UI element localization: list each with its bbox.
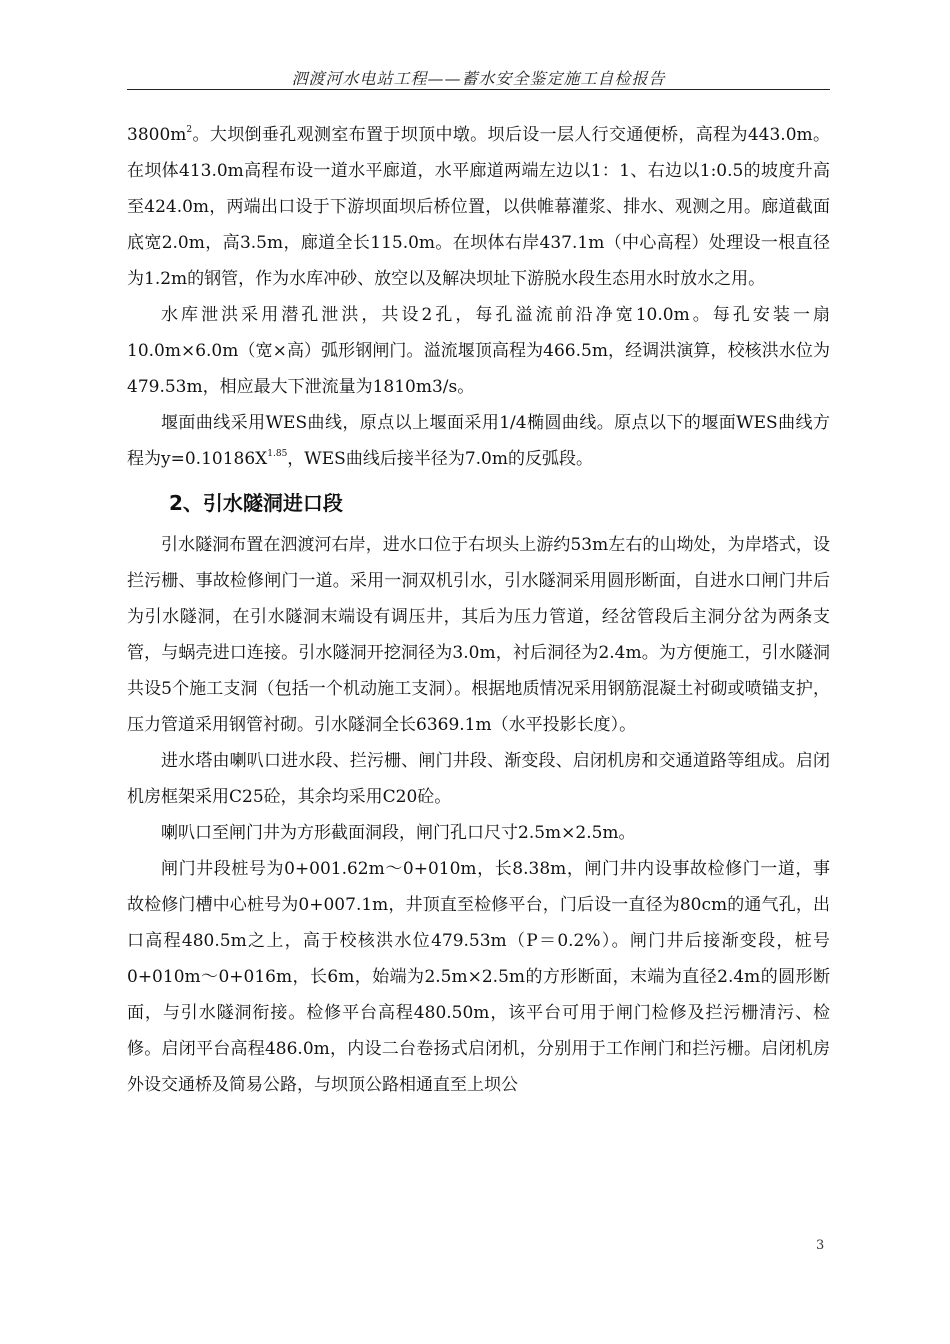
text-segment: 3800m (127, 125, 187, 145)
paragraph-bellmouth: 喇叭口至闸门井为方形截面洞段，闸门孔口尺寸2.5m×2.5m。 (161, 823, 636, 843)
paragraph-flood-discharge: 水库泄洪采用潜孔泄洪，共设2孔，每孔溢流前沿净宽10.0m。每孔安装一扇10.0m×6.0m（宽×高）弧形钢闸门。溢流堰顶高程为466.5m，经调洪演算，校核洪水位为479.53m，相应最大下泄流量为1810m3/s。 (127, 305, 830, 397)
paragraph-weir-curve (127, 405, 830, 477)
section-heading: 2、引水隧洞进口段 (169, 491, 343, 515)
superscript: 2 (186, 125, 193, 135)
page-number: 3 (816, 1238, 825, 1253)
superscript: 1.85 (267, 449, 288, 459)
paragraph-tunnel-layout: 引水隧洞布置在泗渡河右岸，进水口位于右坝头上游约53m左右的山坳处，为岸塔式，设拦污栅、事故检修闸门一道。采用一洞双机引水，引水隧洞采用圆形断面，自进水口闸门井后为引水隧洞，在引水隧洞末端设有调压井，其后为压力管道，经岔管段后主洞分岔为两条支管，与蜗壳进口连接。引水隧洞开挖洞径为3.0m，衬后洞径为2.4m。为方便施工，引水隧洞共设5个施工支洞（包括一个机动施工支洞）。根据地质情况采用钢筋混凝土衬砌或喷锚支护，压力管道采用钢管衬砌。引水隧洞全长6369.1m（水平投影长度）。 (127, 535, 830, 735)
page-header: 泗渡河水电站工程——蓄水安全鉴定施工自检报告 (291, 69, 666, 88)
text-segment: 堰面曲线采用WES曲线，原点以上堰面采用1/4椭圆曲线。原点以下的堰面WES曲线方程为y=0.10186X (127, 413, 830, 469)
text-segment: 。大坝倒垂孔观测室布置于坝顶中墩。坝后设一层人行交通便桥，高程为443.0m。在坝体413.0m高程布设一道水平廊道，水平廊道两端左边以1：1、右边以1:0.5的坡度升高至424.0m，两端出口设于下游坝面坝后桥位置，以供帷幕灌浆、排水、观测之用。廊道截面底宽2.0m，高3.5m，廊道全长115.0m。在坝体右岸437.1m（中心高程）处理设一根直径为1.2m的钢管，作为水库冲砂、放空以及解决坝址下游脱水段生态用水时放水之用。 (127, 125, 830, 289)
document-body (127, 117, 830, 1103)
paragraph-gate-shaft: 闸门井段桩号为0+001.62m～0+010m，长8.38m，闸门井内设事故检修门一道，事故检修门槽中心桩号为0+007.1m，井顶直至检修平台，门后设一直径为80cm的通气孔，出口高程480.5m之上，高于校核洪水位479.53m（P＝0.2%）。闸门井后接渐变段，桩号0+010m～0+016m，长6m，始端为2.5m×2.5m的方形断面，末端为直径2.4m的圆形断面，与引水隧洞衔接。检修平台高程480.50m，该平台可用于闸门检修及拦污栅清污、检修。启闭平台高程486.0m，内设二台卷扬式启闭机，分别用于工作闸门和拦污栅。启闭机房外设交通桥及简易公路，与坝顶公路相通直至上坝公 (127, 859, 830, 1095)
text-segment: ，WES曲线后接半径为7.0m的反弧段。 (287, 449, 593, 469)
header-divider (127, 89, 830, 90)
paragraph-intake-tower: 进水塔由喇叭口进水段、拦污栅、闸门井段、渐变段、启闭机房和交通道路等组成。启闭机房框架采用C25砼，其余均采用C20砼。 (127, 751, 830, 807)
paragraph-dam-gallery (127, 117, 830, 297)
